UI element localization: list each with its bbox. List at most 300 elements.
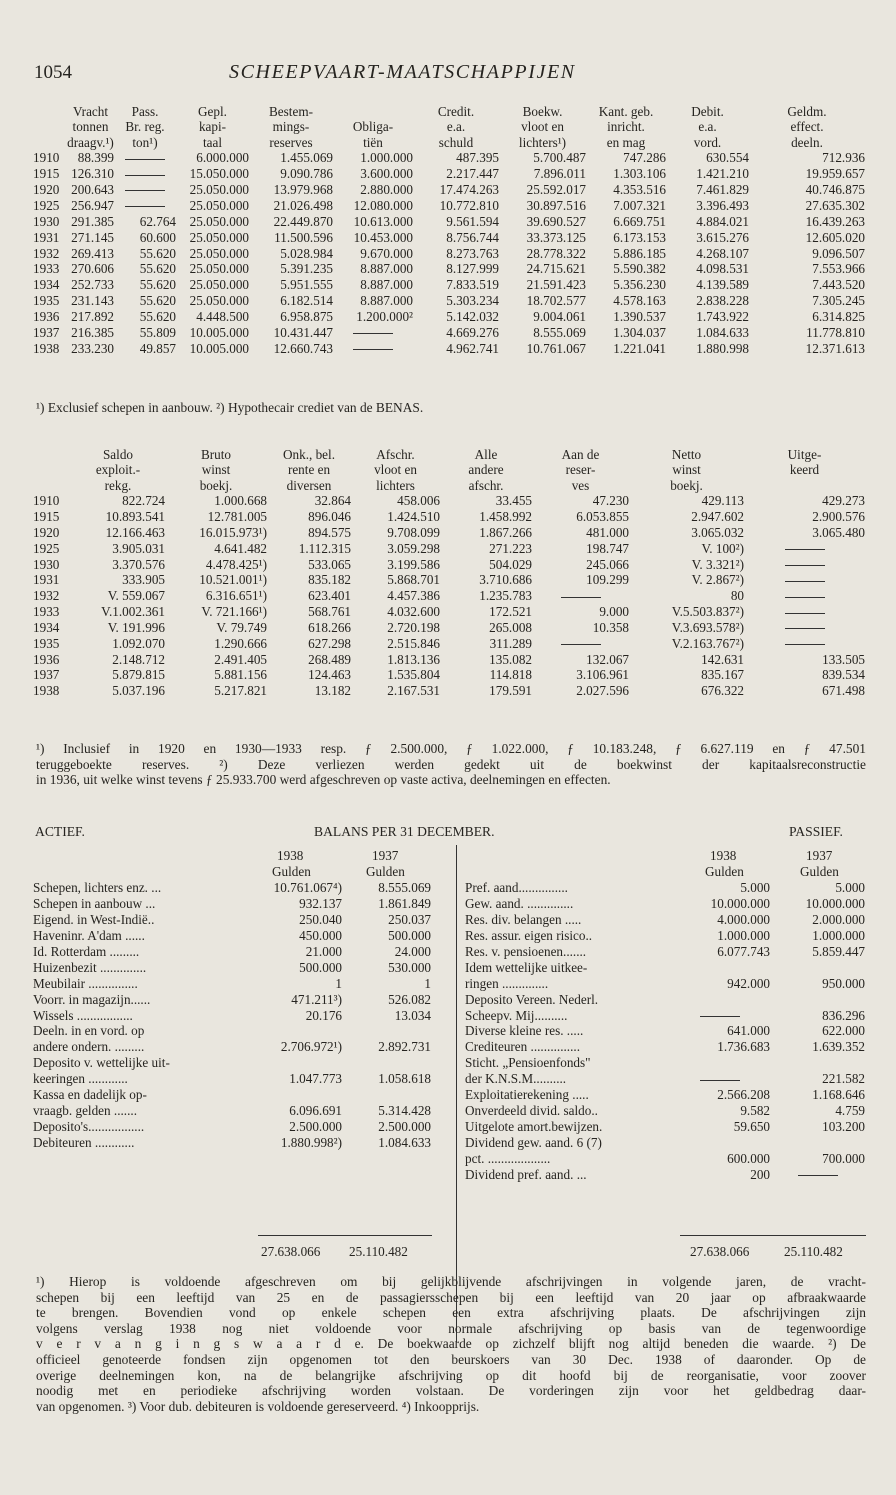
value-cell: 25.050.000 [189, 293, 249, 309]
column-header: ton¹) [132, 134, 158, 150]
column-header: Bestem- [269, 104, 313, 119]
balance-actief-title: ACTIEF. [35, 824, 85, 839]
balance-row [33, 993, 431, 1009]
footnote-line: v e r v a n g i n g s w a a r d e. De boekwaarde op zichzelf blijft nog altijd beneden die waarde. ²) De [36, 1336, 866, 1352]
balance-label: andere ondern. ......... [33, 1039, 145, 1055]
balance-value [342, 1056, 431, 1072]
balance-value: 2.500.000 [289, 1119, 342, 1135]
footnote-line: officieel genoteerde fondsen zijn opgenomen tot den beurskoers van 30 Dec. 1938 of daaronder. Op de [36, 1351, 866, 1367]
column-header: Debit. [691, 104, 724, 119]
value-cell: 568.761 [308, 604, 351, 620]
value-cell: 233.230 [71, 340, 114, 356]
value-cell: 25.050.000 [189, 245, 249, 261]
table-row [33, 573, 865, 589]
value-cell: 12.660.743 [273, 340, 333, 356]
value-cell: 4.098.531 [696, 261, 749, 277]
value-cell: 8.555.069 [533, 324, 586, 340]
dash-mark [798, 1175, 838, 1176]
balance-value: 221.582 [822, 1071, 865, 1087]
value-cell: V. 3.321²) [691, 556, 744, 572]
value-cell: 3.106.961 [576, 667, 629, 683]
balance-label: Wissels ................. [33, 1007, 133, 1023]
balance-row [465, 1120, 865, 1136]
balance-label: Voorr. in magazijn...... [33, 991, 151, 1007]
column-header: tonnen [72, 119, 109, 135]
balance-value: 2.706.972¹) [280, 1039, 342, 1055]
value-cell: 245.066 [586, 556, 629, 572]
value-cell: 835.167 [701, 667, 744, 683]
value-cell: V.2.163.767²) [671, 635, 744, 651]
balance-row [465, 1088, 865, 1104]
column-header: diversen [286, 477, 332, 493]
balance-label: Dividend pref. aand. ... [465, 1166, 587, 1182]
value-cell: 6.958.875 [280, 309, 333, 325]
table-row [33, 342, 865, 358]
value-cell: 4.669.276 [446, 324, 499, 340]
balance-value [770, 993, 865, 1009]
column-header: Vracht [72, 104, 109, 119]
table-row [33, 621, 865, 637]
value-cell: 21.026.498 [273, 197, 333, 213]
column-header: Bruto [200, 447, 232, 462]
balance-label: Res. assur. eigen risico.. [465, 927, 593, 943]
year-cell: 1910 [33, 150, 60, 166]
value-cell: 1.421.210 [696, 166, 749, 182]
value-cell: 25.050.000 [189, 197, 249, 213]
balance-label: Deposito's................. [33, 1119, 145, 1135]
column-header: Uitge- [787, 447, 822, 462]
balance-label: Deposito Vereen. Nederl. [465, 991, 599, 1007]
balance-row [33, 913, 431, 929]
year-cell: 1920 [33, 524, 60, 540]
year-cell: 1937 [33, 667, 60, 683]
balance-value [770, 1136, 865, 1152]
value-cell: 19.959.657 [805, 166, 865, 182]
balance-value: 2.500.000 [378, 1119, 431, 1135]
actief-unit-1938: Gulden [272, 864, 311, 879]
value-cell: 7.833.519 [446, 277, 499, 293]
balance-row [465, 1072, 865, 1088]
value-cell: 179.591 [489, 683, 532, 699]
balance-value: 530.000 [388, 959, 431, 975]
header-row [33, 136, 865, 151]
column-header [33, 105, 67, 120]
balance-value: 950.000 [822, 975, 865, 991]
value-cell: 3.600.000 [360, 166, 413, 182]
value-cell [744, 573, 865, 589]
value-cell: 9.090.786 [280, 166, 333, 182]
column-header [744, 479, 865, 494]
year-cell: 1933 [33, 604, 60, 620]
balance-value [253, 1056, 342, 1072]
value-cell: 271.223 [489, 540, 532, 556]
value-cell: V.5.503.837²) [671, 604, 744, 620]
column-header: Obliga- [352, 119, 394, 135]
value-cell: 32.864 [314, 493, 351, 509]
value-cell: 4.353.516 [613, 181, 666, 197]
balance-row [465, 1056, 865, 1072]
fleet-capital-table [33, 105, 865, 358]
value-cell: 3.370.576 [112, 556, 165, 572]
balance-value [670, 1056, 770, 1072]
balance-value [342, 1088, 431, 1104]
balance-value: 6.077.743 [717, 943, 770, 959]
year-cell: 1932 [33, 588, 60, 604]
value-cell: 12.080.000 [353, 197, 413, 213]
value-cell: V.1.002.361 [101, 604, 165, 620]
column-header: lichters¹) [518, 134, 567, 150]
balance-row [33, 881, 431, 897]
column-header: ves [571, 477, 590, 493]
value-cell: 4.268.107 [696, 245, 749, 261]
value-cell: 894.575 [308, 524, 351, 540]
dash-mark [561, 644, 601, 645]
value-cell: 533.065 [308, 556, 351, 572]
value-cell: 62.764 [139, 213, 176, 229]
column-header: keerd [789, 462, 820, 478]
value-cell: 10.358 [592, 619, 629, 635]
balance-value: 10.761.067⁴) [273, 880, 342, 895]
value-cell: 4.478.425¹) [205, 556, 267, 572]
dash-mark [700, 1080, 740, 1081]
dash-mark [785, 644, 825, 645]
profit-loss-table [33, 448, 865, 700]
balance-label: Scheepv. Mij.......... [465, 1007, 568, 1023]
balance-label: Deeln. in en vord. op [33, 1023, 145, 1039]
balance-label: Huizenbezit .............. [33, 959, 147, 975]
balance-row [33, 1088, 431, 1104]
value-cell: 17.474.263 [439, 181, 499, 197]
table-row [33, 294, 865, 310]
balance-value [670, 1136, 770, 1152]
column-header: Geldm. [787, 104, 827, 119]
page-number: 1054 [34, 62, 72, 83]
table-row [33, 199, 865, 215]
balance-value: 5.000 [740, 880, 770, 895]
column-header: en mag [606, 134, 646, 150]
value-cell: 4.032.600 [387, 604, 440, 620]
balance-value: 1.000.000 [812, 927, 865, 943]
balance-label: pct. ................... [465, 1150, 551, 1166]
balance-label: Diverse kleine res. ..... [465, 1023, 584, 1039]
value-cell [744, 542, 865, 558]
column-header: andere [468, 462, 504, 478]
value-cell: 627.298 [308, 635, 351, 651]
column-header: vloot en [521, 119, 564, 135]
actief-total-1938: 27.638.066 [261, 1244, 321, 1259]
balance-row [33, 1024, 431, 1040]
value-cell: 5.303.234 [446, 293, 499, 309]
balance-value: 622.000 [822, 1023, 865, 1039]
dash-mark [785, 597, 825, 598]
value-cell: 25.050.000 [189, 229, 249, 245]
value-cell: 25.050.000 [189, 213, 249, 229]
value-cell: 4.578.163 [613, 293, 666, 309]
value-cell: 1.390.537 [613, 309, 666, 325]
dash-mark [785, 581, 825, 582]
balance-value: 1.861.849 [378, 895, 431, 911]
header-row [33, 479, 865, 494]
value-cell: 2.880.000 [360, 181, 413, 197]
passief-total-1937: 25.110.482 [784, 1244, 843, 1259]
value-cell: 12.166.463 [105, 524, 165, 540]
balance-label: Onverdeeld divid. saldo.. [465, 1103, 598, 1119]
balance-value: 200 [750, 1166, 770, 1182]
passief-unit-1938: Gulden [705, 864, 744, 879]
actief-total-rule [258, 1235, 432, 1236]
column-header: boekj. [199, 477, 233, 493]
column-header: Onk., bel. [282, 447, 335, 462]
value-cell: 1.000.668 [214, 493, 267, 509]
table-row [33, 151, 865, 167]
value-cell: 2.720.198 [387, 619, 440, 635]
value-cell: 3.396.493 [696, 197, 749, 213]
value-cell: 9.096.507 [812, 245, 865, 261]
value-cell: 133.505 [822, 651, 865, 667]
value-cell: 252.733 [71, 277, 114, 293]
value-cell [114, 151, 176, 167]
dash-mark [785, 565, 825, 566]
value-cell: 835.182 [308, 572, 351, 588]
balance-value: 1 [335, 975, 342, 991]
balance-value: 59.650 [733, 1119, 770, 1135]
value-cell: 10.453.000 [353, 229, 413, 245]
balance-row [33, 1040, 431, 1056]
year-cell: 1930 [33, 556, 60, 572]
value-cell: 5.879.815 [112, 667, 165, 683]
value-cell: 55.620 [139, 261, 176, 277]
year-cell: 1935 [33, 635, 60, 651]
balance-row [33, 977, 431, 993]
balance-label: Deposito v. wettelijke uit- [33, 1055, 170, 1071]
passief-total-rule [680, 1235, 866, 1236]
footnote-line: in 1936, uit welke winst tevens ƒ 25.933.700 werd afgeschreven op vaste activa, deelnemingen en effecten. [36, 772, 611, 788]
year-cell: 1937 [33, 324, 60, 340]
balance-value: 4.759 [835, 1103, 865, 1119]
column-header: exploit.- [95, 462, 141, 478]
balance-label: Idem wettelijke uitkee- [465, 959, 588, 975]
value-cell: 60.600 [139, 229, 176, 245]
value-cell: 8.273.763 [446, 245, 499, 261]
value-cell: 6.182.514 [280, 293, 333, 309]
value-cell: 7.896.011 [533, 166, 586, 182]
value-cell: 4.962.741 [446, 340, 499, 356]
value-cell: 12.371.613 [805, 340, 865, 356]
dash-mark [785, 549, 825, 550]
table-row [33, 326, 865, 342]
balance-value: 13.034 [394, 1007, 431, 1023]
balance-value: 5.859.447 [812, 943, 865, 959]
column-header [33, 448, 71, 463]
value-cell: 10.005.000 [189, 324, 249, 340]
balance-label: Id. Rotterdam ......... [33, 943, 140, 959]
dash-mark [561, 597, 601, 598]
value-cell: 7.461.829 [696, 181, 749, 197]
value-cell: 7.443.520 [812, 277, 865, 293]
year-cell: 1925 [33, 540, 60, 556]
balance-value [253, 1024, 342, 1040]
year-cell: 1935 [33, 293, 60, 309]
balance-value: 471.211³) [291, 991, 342, 1007]
value-cell: 1.880.998 [696, 340, 749, 356]
balance-row [465, 993, 865, 1009]
balance-value [670, 993, 770, 1009]
column-header: reser- [565, 462, 596, 478]
balance-value: 641.000 [727, 1023, 770, 1039]
value-cell: 8.887.000 [360, 293, 413, 309]
value-cell: 10.521.001¹) [199, 572, 267, 588]
header-row [33, 105, 865, 120]
value-cell: V. 721.166¹) [201, 604, 267, 620]
balance-label: Crediteuren ............... [465, 1039, 580, 1055]
value-cell: 2.515.846 [387, 635, 440, 651]
value-cell: 142.631 [701, 651, 744, 667]
column-header: winst [672, 462, 701, 478]
value-cell: 8.127.999 [446, 261, 499, 277]
value-cell: 1.290.666 [214, 635, 267, 651]
year-cell: 1932 [33, 245, 60, 261]
footnote-line: ¹) Inclusief in 1920 en 1930—1933 resp. ƒ 2.500.000, ƒ 1.022.000, ƒ 10.183.248, ƒ 6.627.119 en ƒ 47.501 [36, 741, 866, 756]
dash-mark [125, 190, 165, 191]
value-cell: 504.029 [489, 556, 532, 572]
column-header: Saldo [102, 447, 134, 462]
value-cell: 11.500.596 [274, 229, 333, 245]
column-header: kapi- [198, 119, 227, 135]
balance-row [33, 1056, 431, 1072]
value-cell: 747.286 [623, 150, 666, 166]
balance-column-divider [456, 845, 457, 1342]
value-cell: 676.322 [701, 683, 744, 699]
balance-value: 2.892.731 [378, 1039, 431, 1055]
value-cell: 1.535.804 [387, 667, 440, 683]
value-cell: 27.635.302 [805, 197, 865, 213]
value-cell: 5.391.235 [280, 261, 333, 277]
balance-value: 526.082 [388, 991, 431, 1007]
value-cell: 269.413 [71, 245, 114, 261]
value-cell: 1.303.106 [613, 166, 666, 182]
value-cell: 1.112.315 [298, 540, 351, 556]
year-cell: 1931 [33, 572, 60, 588]
actief-unit-1937: Gulden [366, 864, 405, 879]
value-cell: 10.431.447 [273, 324, 333, 340]
column-header: Credit. [437, 104, 475, 119]
balance-label: ringen .............. [465, 975, 549, 991]
value-cell: 5.037.196 [112, 683, 165, 699]
value-cell: 25.050.000 [189, 261, 249, 277]
actief-table [33, 881, 431, 1152]
balance-value: 942.000 [727, 975, 770, 991]
balance-value: 1.168.646 [812, 1087, 865, 1103]
year-cell: 1936 [33, 651, 60, 667]
header-row [33, 120, 865, 135]
balance-label: Eigend. in West-Indië.. [33, 911, 155, 927]
year-cell: 1936 [33, 309, 60, 325]
table-row [33, 526, 865, 542]
value-cell: 1.200.000² [356, 309, 413, 325]
column-header: schuld [438, 134, 474, 150]
dash-mark [785, 628, 825, 629]
balance-label: Res. div. belangen ..... [465, 911, 582, 927]
value-cell: 13.182 [314, 683, 351, 699]
column-header [33, 479, 71, 494]
value-cell: 6.316.651¹) [205, 588, 267, 604]
balance-value: 250.037 [388, 911, 431, 927]
column-header: vloot en [374, 462, 417, 478]
balance-value: 1.639.352 [812, 1039, 865, 1055]
value-cell: 2.491.405 [214, 651, 267, 667]
value-cell [532, 589, 629, 605]
column-header: Netto [671, 447, 702, 462]
passief-year-1937: 1937 [806, 848, 833, 863]
value-cell: 47.230 [592, 493, 629, 509]
balance-value: 1.000.000 [717, 927, 770, 943]
year-cell: 1910 [33, 493, 60, 509]
balance-label: Uitgelote amort.bewijzen. [465, 1119, 603, 1135]
value-cell: 6.000.000 [196, 150, 249, 166]
value-cell: V. 100²) [701, 540, 744, 556]
balance-row [33, 961, 431, 977]
column-header: mings- [272, 119, 310, 135]
column-header: afschr. [468, 477, 504, 493]
balance-value: 103.200 [822, 1119, 865, 1135]
balance-label: Debiteuren ............ [33, 1135, 135, 1150]
balance-row [465, 913, 865, 929]
value-cell: 311.289 [489, 635, 532, 651]
value-cell: 5.881.156 [214, 667, 267, 683]
column-header: rente en [287, 462, 331, 478]
balance-label: Schepen, lichters enz. ... [33, 880, 162, 895]
balance-label: Dividend gew. aand. 6 (7) [465, 1135, 602, 1150]
balance-value [670, 961, 770, 977]
year-cell: 1920 [33, 181, 60, 197]
value-cell: 1.813.136 [387, 651, 440, 667]
value-cell: 8.756.744 [446, 229, 499, 245]
balance-label: Sticht. „Pensioenfonds" [465, 1055, 591, 1071]
footnote-line: overige deelnemingen kon, na de belangrijke afschrijving op dit hoofd bij de reorganisatie, voor zoover [36, 1367, 866, 1383]
value-cell: 3.615.276 [696, 229, 749, 245]
value-cell: 39.690.527 [526, 213, 586, 229]
value-cell: 1.000.000 [360, 150, 413, 166]
column-header: vord. [693, 134, 722, 150]
balance-value: 2.566.208 [717, 1087, 770, 1103]
value-cell: 5.028.984 [280, 245, 333, 261]
balance-label: der K.N.S.M.......... [465, 1071, 567, 1087]
column-header: e.a. [446, 119, 466, 135]
value-cell: 5.951.555 [280, 277, 333, 293]
balance-row [465, 881, 865, 897]
balance-row [465, 1168, 865, 1184]
balance-footnote [36, 1274, 866, 1414]
balance-value [770, 961, 865, 977]
balance-label: Kassa en dadelijk op- [33, 1087, 147, 1103]
value-cell: 4.641.482 [214, 540, 267, 556]
column-header: Aan de [561, 447, 600, 462]
column-header [33, 120, 67, 135]
balance-value: 6.096.691 [289, 1103, 342, 1119]
value-cell: 458.006 [397, 493, 440, 509]
value-cell: 4.448.500 [196, 309, 249, 325]
value-cell: 7.553.966 [812, 261, 865, 277]
column-header [33, 463, 71, 478]
column-header: taal [202, 134, 223, 150]
footnote-line: teruggeboekte reserves. ²) Deze verliezen werden gedekt uit de boekwinst der kapitaalsreconstructie [36, 756, 866, 772]
passief-year-1938: 1938 [710, 848, 737, 863]
balance-label: keeringen ............ [33, 1071, 128, 1087]
balance-row [465, 977, 865, 993]
balance-value: 1 [424, 975, 431, 991]
dash-mark [125, 159, 165, 160]
value-cell: 271.145 [71, 229, 114, 245]
